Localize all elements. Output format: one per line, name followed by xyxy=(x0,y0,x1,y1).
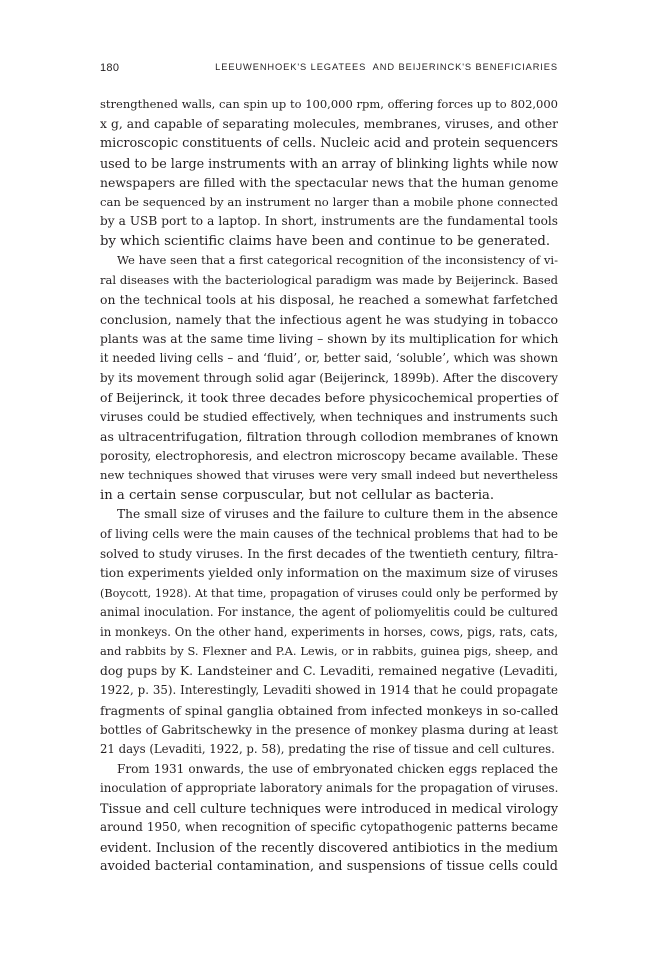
text-line: (Boycott, 1928). At that time, propagation of viruses could only be performed by xyxy=(100,586,558,600)
text-line: microscopic constituents of cells. Nucleic acid and protein sequencers xyxy=(100,136,559,152)
text-line: by a USB port to a laptop. In short, instruments are the fundamental tools xyxy=(100,214,558,229)
text-line: by which scientific claims have been and continue to be generated. xyxy=(100,233,551,249)
text-line: tion experiments yielded only information on the maximum size of viruses xyxy=(100,566,558,581)
text-line: used to be large instruments with an array of blinking lights while now xyxy=(100,155,559,171)
text-line: viruses could be studied effectively, when techniques and instruments such xyxy=(100,409,558,424)
text-line: 1922, p. 35). Interestingly, Levaditi showed in 1914 that he could propagate xyxy=(100,683,558,698)
text-line: new techniques showed that viruses were very small indeed but nevertheless xyxy=(100,468,558,483)
text-line: as ultracentrifugation, filtration through collodion membranes of known xyxy=(100,429,559,445)
text-line: porosity, electrophoresis, and electron microscopy became available. These xyxy=(100,448,558,463)
text-line: evident. Inclusion of the recently discovered antibiotics in the medium xyxy=(100,839,558,855)
text-line: x g, and capable of separating molecules, membranes, viruses, and other xyxy=(100,116,558,131)
text-line: it needed living cells – and ‘fluid’, or, better said, ‘soluble’, which was shown xyxy=(100,351,558,366)
text-line: on the technical tools at his disposal, he reached a somewhat farfetched xyxy=(100,292,558,308)
text-line: conclusion, namely that the infectious agent he was studying in tobacco xyxy=(100,312,558,328)
text-line: animal inoculation. For instance, the agent of poliomyelitis could be cultured xyxy=(100,605,558,620)
text-line: in monkeys. On the other hand, experiments in horses, cows, pigs, rats, cats, xyxy=(100,624,558,639)
text-line: solved to study viruses. In the first decades of the twentieth century, filtra- xyxy=(100,546,558,561)
running-head: LEEUWENHOEK'S LEGATEES AND BEIJERINCK'S BENEFICIARIES xyxy=(215,62,558,72)
text-line: can be sequenced by an instrument no larger than a mobile phone connected xyxy=(100,194,558,209)
text-line: The small size of viruses and the failure to culture them in the absence xyxy=(117,507,558,522)
text-line: around 1950, when recognition of specific cytopathogenic patterns became xyxy=(100,820,558,835)
text-line: in a certain sense corpuscular, but not cellular as bacteria. xyxy=(100,487,495,503)
text-line: 21 days (Levaditi, 1922, p. 58), predating the rise of tissue and cell cultures. xyxy=(100,742,555,757)
text-line: and rabbits by S. Flexner and P.A. Lewis, or in rabbits, guinea pigs, sheep, and xyxy=(100,644,558,659)
page-number: 180 xyxy=(100,62,120,74)
body-text xyxy=(100,95,558,877)
text-line: avoided bacterial contamination, and suspensions of tissue cells could xyxy=(100,859,558,875)
text-line: dog pups by K. Landsteiner and C. Levaditi, remained negative (Levaditi, xyxy=(100,663,558,678)
text-line: We have seen that a first categorical recognition of the inconsistency of vi- xyxy=(117,253,558,268)
text-line: plants was at the same time living – shown by its multiplication for which xyxy=(100,331,559,346)
text-line: fragments of spinal ganglia obtained from infected monkeys in so-called xyxy=(100,702,559,718)
text-line: From 1931 onwards, the use of embryonated chicken eggs replaced the xyxy=(117,761,558,776)
text-line: ral diseases with the bacteriological paradigm was made by Beijerinck. Based xyxy=(100,272,558,287)
text-line: strengthened walls, can spin up to 100,000 rpm, offering forces up to 802,000 xyxy=(100,97,558,111)
text-line: of living cells were the main causes of the technical problems that had to be xyxy=(100,527,558,542)
text-line: Tissue and cell culture techniques were introduced in medical virology xyxy=(100,800,558,816)
text-line: newspapers are filled with the spectacular news that the human genome xyxy=(100,175,559,191)
text-line: of Beijerinck, it took three decades before physicochemical properties of xyxy=(100,390,559,406)
page-header xyxy=(100,62,558,76)
text-line: bottles of Gabritschewky in the presence of monkey plasma during at least xyxy=(100,722,558,737)
text-line: by its movement through solid agar (Beijerinck, 1899b). After the discovery xyxy=(100,370,558,385)
text-line: inoculation of appropriate laboratory animals for the propagation of viruses. xyxy=(100,781,559,796)
